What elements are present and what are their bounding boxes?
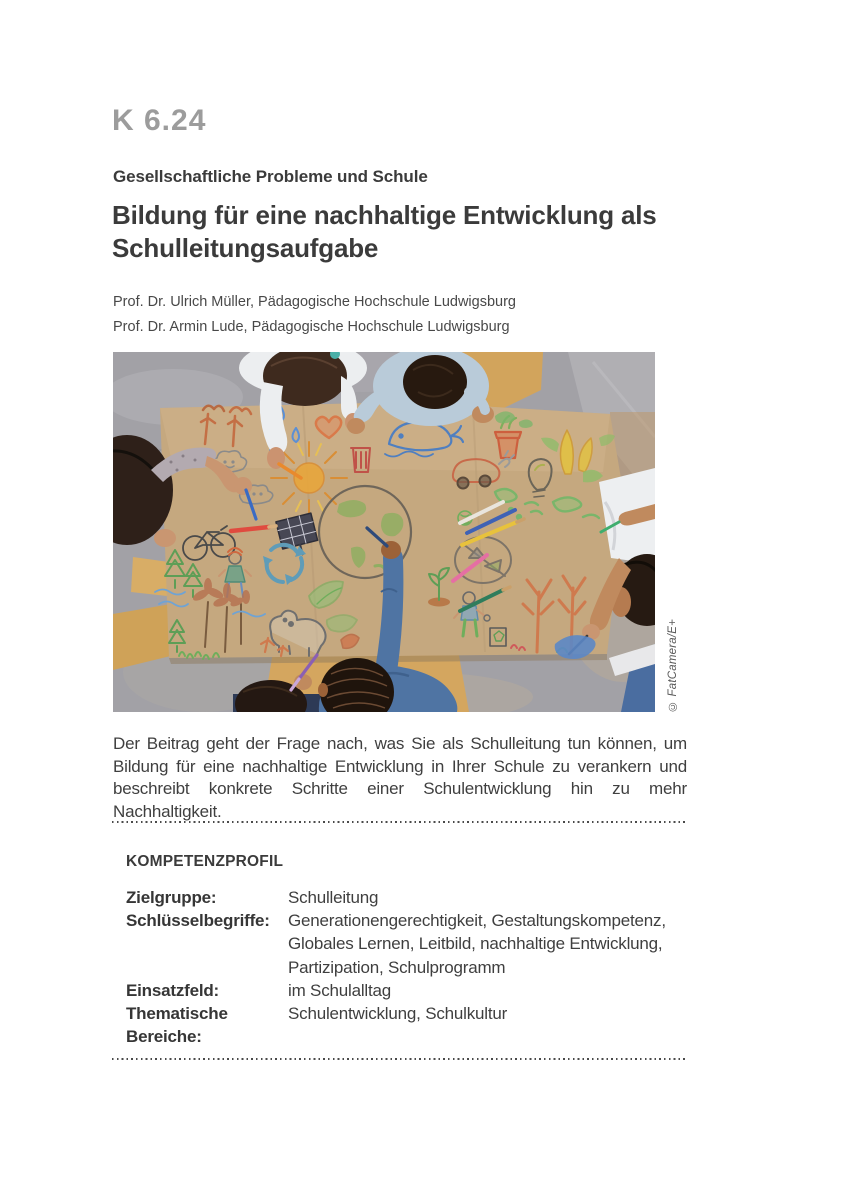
photo-credit [662, 352, 684, 712]
dotted-divider-bottom [112, 1058, 688, 1060]
profile-row-label: Zielgruppe: [126, 888, 217, 907]
competence-profile-heading: KOMPETENZPROFIL [126, 853, 284, 870]
series-heading: Gesellschaftliche Probleme und Schule [113, 167, 428, 186]
profile-row-value: Schulentwicklung, Schulkultur [288, 1004, 508, 1024]
author-line: Prof. Dr. Armin Lude, Pädagogische Hochschule Ludwigsburg [113, 319, 510, 335]
photo-credit-text: © FatCamera/E+ [667, 618, 679, 712]
profile-row-value: im Schulalltag [288, 980, 392, 1000]
article-photo [113, 352, 655, 712]
abstract-paragraph: Der Beitrag geht der Frage nach, was Sie als Schulleitung tun können, um Bildung für eine nachhaltige Entwicklung in Ihrer Schule zu verankern und beschreibt konkrete Schritte einer Schulentwicklung hin zu mehr Nachhaltigkeit. [113, 734, 687, 821]
profile-row-label: Einsatzfeld: [126, 980, 220, 1000]
author-line: Prof. Dr. Ulrich Müller, Pädagogische Hochschule Ludwigsburg [113, 294, 516, 310]
children-drawing-mural-illustration [113, 352, 655, 712]
profile-row-label: Thematische Bereiche: [126, 1004, 228, 1047]
profile-row-value: Generationengerechtigkeit, Gestaltungskompetenz, Globales Lernen, Leitbild, nachhaltige Entwicklung, Partizipation, Schulprogramm [288, 911, 666, 977]
profile-row-value: Schulleitung [288, 888, 379, 907]
chapter-code: K 6.24 [112, 104, 207, 137]
profile-row-label: Schlüsselbegriffe: [126, 911, 270, 931]
dotted-divider-top [112, 821, 688, 823]
article-title: Bildung für eine nachhaltige Entwicklung als Schulleitungsaufgabe [112, 200, 657, 263]
author-list [113, 290, 673, 340]
competence-profile-table [126, 886, 687, 1048]
